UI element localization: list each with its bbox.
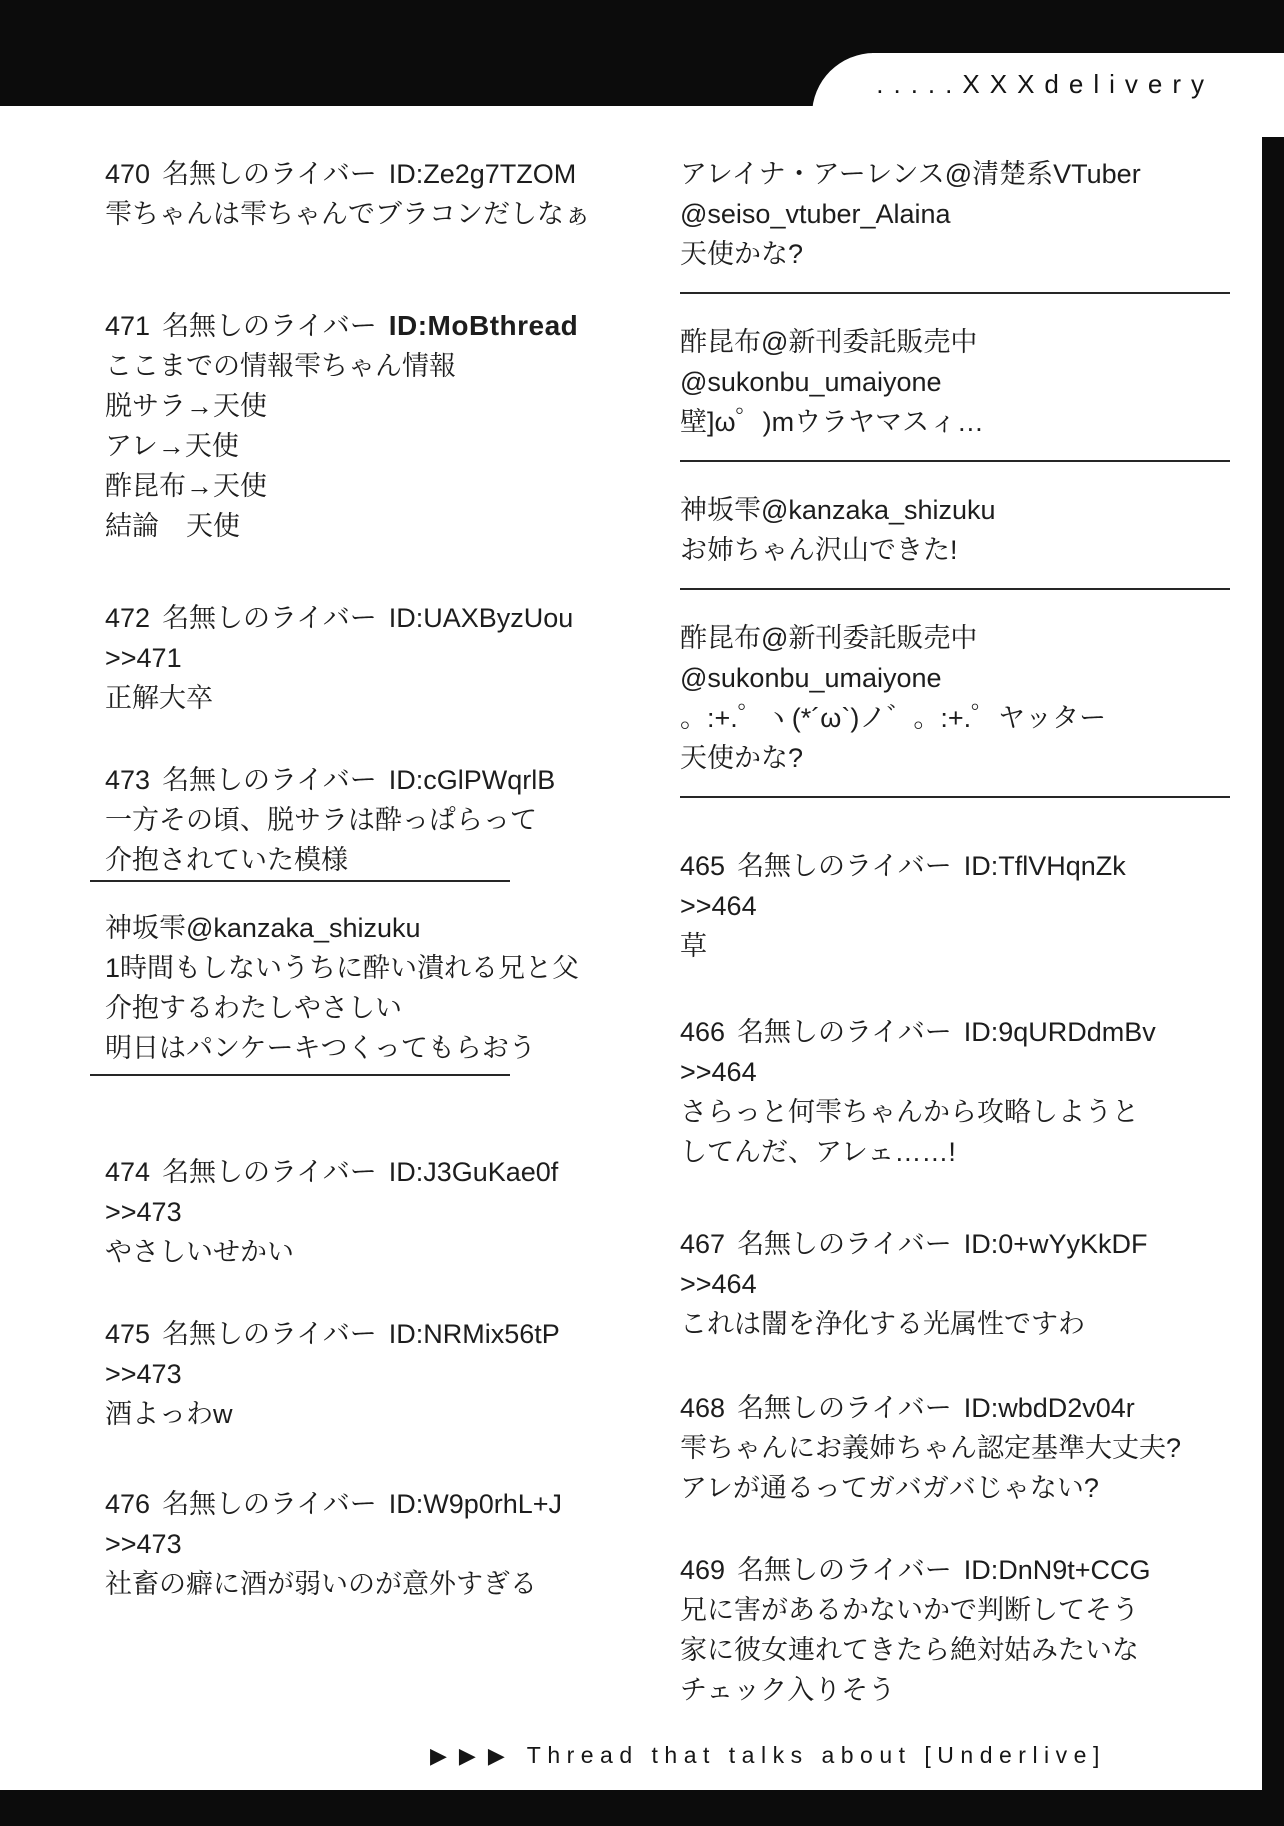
post-line: 介抱されていた模様 [105,845,348,875]
post-line: 家に彼女連れてきたら絶対姑みたいな [680,1635,1139,1665]
post-number: 474 [105,1157,151,1187]
forum-post-472 [90,598,574,718]
post-header [680,1012,1230,1052]
post-number: 475 [105,1319,151,1349]
sns-quote [680,322,1230,462]
post-line: 正解大卒 [105,683,213,713]
post-number: 472 [105,603,151,633]
post-line: アレが通るってガバガバじゃない? [680,1473,1099,1503]
reply-anchor: >>464 [680,891,757,921]
forum-post-473 [90,760,556,880]
post-id: ID:cGlPWqrlB [388,765,556,795]
sns-handle: @sukonbu_umaiyone [680,367,942,397]
sns-account-name: 神坂雫@kanzaka_shizuku [105,913,421,943]
forum-post-475 [90,1314,560,1434]
sns-line: 1時間もしないうちに酔い潰れる兄と父 [105,953,580,983]
poster-name: 名無しのライバー [737,1555,952,1585]
right-column [680,140,1230,1710]
post-id: ID:wbdD2v04r [963,1393,1135,1423]
post-header [105,1314,560,1354]
post-number: 468 [680,1393,726,1423]
forum-post-467 [680,1224,1230,1344]
post-line: やさしいせかい [105,1237,294,1267]
forum-post-476 [90,1484,563,1604]
post-header [680,1388,1230,1428]
post-id: ID:UAXByzUou [388,603,574,633]
poster-name: 名無しのライバー [162,1319,377,1349]
post-line: 酢昆布→天使 [105,471,267,501]
post-header [105,306,579,346]
post-id: ID:MoBthread [388,310,579,341]
bottom-bar [0,1790,1284,1826]
post-id: ID:TflVHqnZk [963,851,1126,881]
poster-name: 名無しのライバー [162,765,377,795]
sns-account-name: 酢昆布@新刊委託販売中 [680,327,978,357]
top-bar-left-block [0,0,872,106]
sns-handle: @sukonbu_umaiyone [680,663,942,693]
sns-quote [680,490,1230,590]
poster-name: 名無しのライバー [162,1157,377,1187]
post-id: ID:J3GuKae0f [388,1157,559,1187]
post-number: 473 [105,765,151,795]
forum-post-469 [680,1550,1230,1710]
post-line: アレ→天使 [105,431,239,461]
post-header [105,760,556,800]
forum-post-470 [90,154,591,234]
forum-post-465 [680,846,1230,966]
post-number: 470 [105,159,151,189]
post-number: 467 [680,1229,726,1259]
post-line: 酒よっわw [105,1399,233,1429]
post-line: 雫ちゃんは雫ちゃんでブラコンだしなぁ [105,199,591,229]
triple-arrow-icon: ▶▶▶ [430,1742,517,1768]
reply-anchor: >>471 [105,643,182,673]
sns-quote [680,154,1230,294]
post-id: ID:0+wYyKkDF [963,1229,1148,1259]
poster-name: 名無しのライバー [162,311,377,341]
post-line: してんだ、アレェ……! [680,1137,956,1167]
post-id: ID:Ze2g7TZOM [388,159,577,189]
poster-name: 名無しのライバー [737,851,952,881]
post-line: 兄に害があるかないかで判断してそう [680,1595,1139,1625]
forum-post-466 [680,1012,1230,1172]
sns-line: 。:+.゜ヽ(*´ω`)ノ゛。:+.゜ヤッター [680,703,1107,733]
sns-account-name: 神坂雫@kanzaka_shizuku [680,495,996,525]
post-number: 471 [105,311,151,341]
post-line: ここまでの情報雫ちゃん情報 [105,351,456,381]
post-line: 脱サラ→天使 [105,391,267,421]
poster-name: 名無しのライバー [737,1393,952,1423]
post-line: 結論 天使 [105,511,240,541]
sns-line: お姉ちゃん沢山できた! [680,535,958,565]
post-number: 466 [680,1017,726,1047]
reply-anchor: >>473 [105,1529,182,1559]
post-id: ID:9qURDdmBv [963,1017,1156,1047]
post-header [680,1224,1230,1264]
post-number: 465 [680,851,726,881]
sns-handle: @seiso_vtuber_Alaina [680,199,951,229]
sns-line: 介抱するわたしやさしい [105,993,402,1023]
forum-post-471 [90,306,579,546]
sns-quote [90,880,580,1076]
sns-account-name: アレイナ・アーレンス@清楚系VTuber [680,159,1141,189]
poster-name: 名無しのライバー [737,1017,952,1047]
post-line: 社畜の癖に酒が弱いのが意外すぎる [105,1569,537,1599]
reply-anchor: >>464 [680,1269,757,1299]
sns-line: 天使かな? [680,743,804,773]
left-column [90,140,591,1604]
post-header [105,1484,563,1524]
post-line: さらっと何雫ちゃんから攻略しようと [680,1097,1139,1127]
post-number: 476 [105,1489,151,1519]
footer-caption [430,1742,1106,1769]
post-id: ID:DnN9t+CCG [963,1555,1151,1585]
sns-line: 壁]ω゜)mウラヤマスィ… [680,407,984,437]
post-header [105,598,574,638]
sns-quote [680,618,1230,798]
post-id: ID:W9p0rhL+J [388,1489,563,1519]
post-header [680,846,1230,886]
footer-label: Thread that talks about [Underlive] [526,1742,1106,1768]
post-number: 469 [680,1555,726,1585]
post-header [680,1550,1230,1590]
post-header [105,154,577,194]
reply-anchor: >>464 [680,1057,757,1087]
post-line: 一方その頃、脱サラは酔っぱらって [105,805,537,835]
brand-band [812,53,1284,115]
brand-label: .....XXXdelivery [876,68,1214,99]
post-line: チェック入りそう [680,1675,896,1705]
post-header [105,1152,559,1192]
poster-name: 名無しのライバー [162,1489,377,1519]
sns-line: 明日はパンケーキつくってもらおう [105,1033,536,1063]
forum-post-468 [680,1388,1230,1508]
poster-name: 名無しのライバー [162,603,377,633]
post-id: ID:NRMix56tP [388,1319,560,1349]
post-line: 雫ちゃんにお義姉ちゃん認定基準大丈夫? [680,1433,1182,1463]
post-line: これは闇を浄化する光属性ですわ [680,1309,1085,1339]
sns-account-name: 酢昆布@新刊委託販売中 [680,623,978,653]
forum-post-474 [90,1152,559,1272]
post-line: 草 [680,931,707,961]
reply-anchor: >>473 [105,1359,182,1389]
poster-name: 名無しのライバー [162,159,377,189]
poster-name: 名無しのライバー [737,1229,952,1259]
reply-anchor: >>473 [105,1197,182,1227]
sns-line: 天使かな? [680,239,804,269]
right-edge-bar [1262,137,1284,1826]
